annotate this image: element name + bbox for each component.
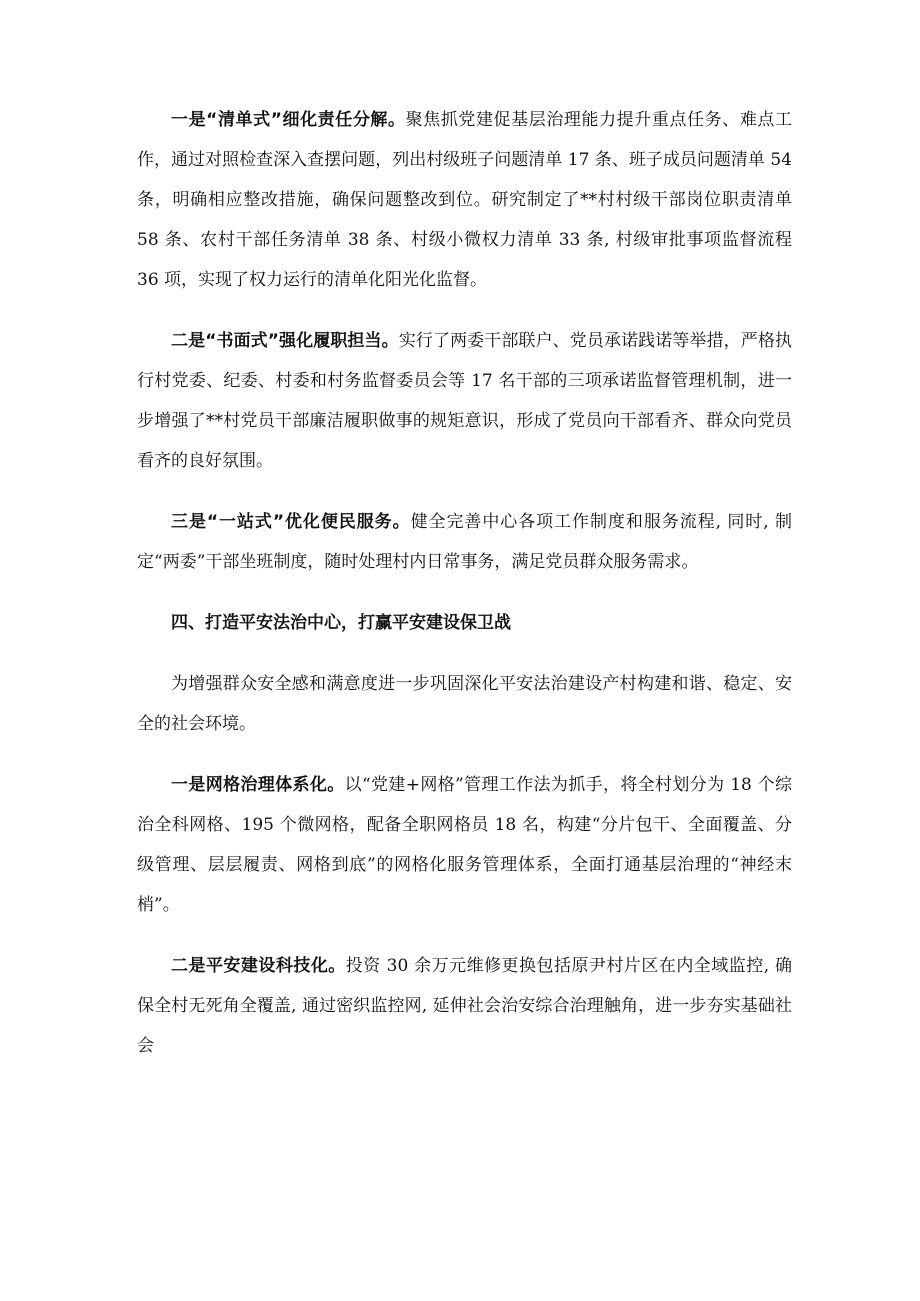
paragraph-text: 健全完善中心各项工作制度和服务流程, 同时, 制定“两委”干部坐班制度，随时处理村内日常事务，满足党员群众服务需求。 <box>137 512 792 572</box>
paragraph-lead: 二是“书面式”强化履职担当。 <box>171 331 399 351</box>
paragraph-lead: 二是平安建设科技化。 <box>171 956 346 976</box>
paragraph-text: 以“党建+网格”管理工作法为抓手，将全村划分为 18 个综治全科网格、195 个微网格，配备全职网格员 18 名，构建“分片包干、全面覆盖、分级管理、层层履责、网格到底”的网格化服务管理体系，全面打通基层治理的“神经末梢”。 <box>137 775 792 915</box>
paragraph-checklist <box>137 100 792 300</box>
paragraph-lead: 一是网格治理体系化。 <box>171 775 345 795</box>
document-body <box>137 100 792 1087</box>
paragraph-grid-governance <box>137 765 792 925</box>
paragraph-lead: 一是“清单式”细化责任分解。 <box>171 110 406 130</box>
paragraph-text: 聚焦抓党建促基层治理能力提升重点任务、难点工作，通过对照检查深入查摆问题，列出村级班子问题清单 17 条、班子成员问题清单 54 条，明确相应整改措施，确保问题整改到位。研究制定了**村村级干部岗位职责清单 58 条、农村干部任务清单 38 条、村级小微权力清单 33 条, 村级审批事项监督流程 36 项，实现了权力运行的清单化阳光化监督。 <box>137 110 792 290</box>
paragraph-lead: 三是“一站式”优化便民服务。 <box>171 512 411 532</box>
paragraph-text: 实行了两委干部联户、党员承诺践诺等举措，严格执行村党委、纪委、村委和村务监督委员会等 17 名干部的三项承诺监督管理机制，进一步增强了**村党员干部廉洁履职做事的规矩意识，形成了党员向干部看齐、群众向党员看齐的良好氛围。 <box>137 331 792 471</box>
section-intro: 为增强群众安全感和满意度进一步巩固深化平安法治建设产村构建和谐、稳定、安全的社会环境。 <box>137 674 792 734</box>
paragraph-text: 投资 30 余万元维修更换包括原尹村片区在内全域监控, 确保全村无死角全覆盖, 通过密织监控网, 延伸社会治安综合治理触角，进一步夯实基础社会 <box>137 956 793 1056</box>
paragraph-one-stop-service <box>137 502 792 582</box>
paragraph-written-commitment <box>137 321 792 481</box>
paragraph-safety-tech <box>137 946 792 1066</box>
section-heading: 四、打造平安法治中心，打赢平安建设保卫战 <box>171 613 511 633</box>
